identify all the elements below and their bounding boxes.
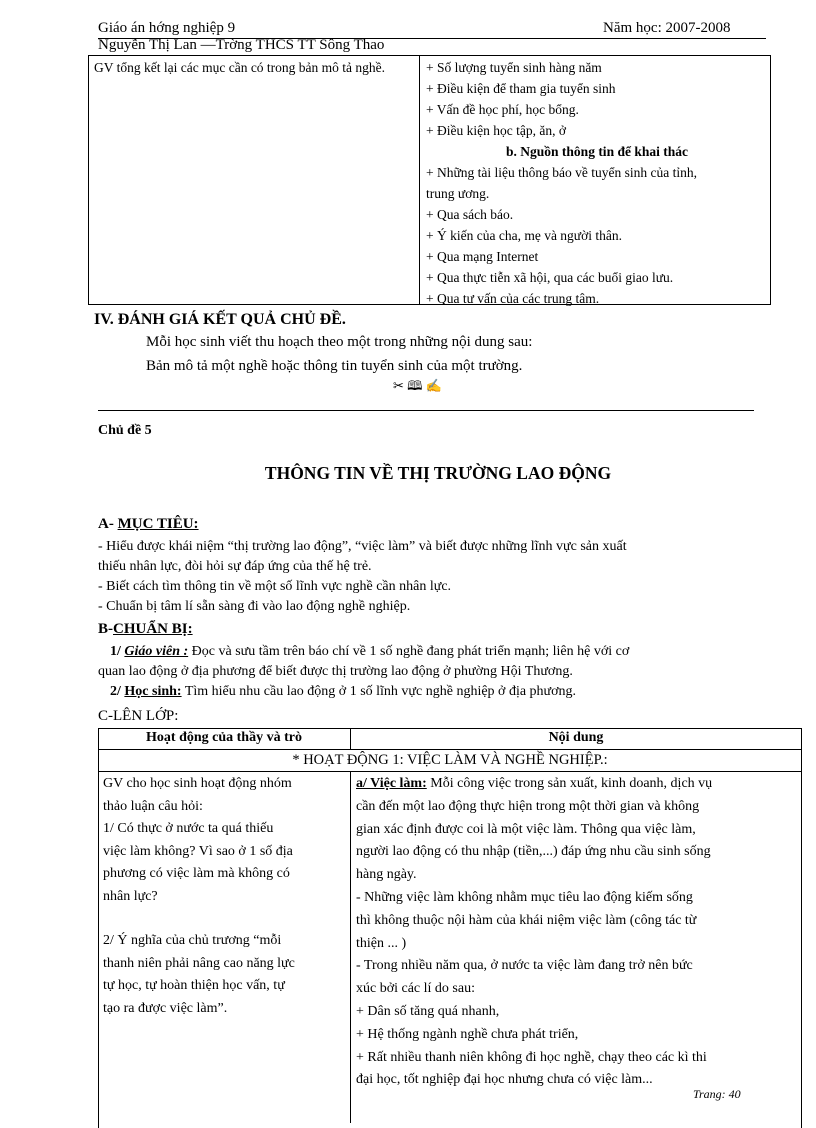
list-item: + Qua mạng Internet: [426, 249, 539, 264]
section-b-prefix: B-: [98, 621, 113, 637]
table2-header-rule: [98, 749, 802, 750]
left-line: thanh niên phải nâng cao năng lực: [103, 955, 295, 971]
objective-line: thiếu nhân lực, đòi hỏi sự đáp ứng của thế hệ trẻ.: [98, 559, 372, 574]
list-item: + Điều kiện để tham gia tuyển sinh: [426, 81, 616, 96]
table2-divider: [350, 771, 351, 1123]
student-label: Học sinh:: [124, 684, 182, 699]
list-item: + Ý kiến của cha, mẹ và người thân.: [426, 228, 623, 243]
student-num: 2/: [110, 684, 125, 699]
right-line: + Rất nhiều thanh niên không đi học nghề, chạy theo các kì thi: [356, 1049, 707, 1065]
right-first-line: [356, 773, 800, 796]
objective-line: - Hiểu được khái niệm “thị trường lao động”, “việc làm” và biết được những lĩnh vực sản xuất: [98, 539, 627, 554]
left-line: [103, 908, 347, 930]
student-prep: [98, 682, 788, 702]
table1-subheading: b. Nguồn thông tin để khai thác: [506, 144, 688, 159]
section-iv-line1: Mỗi học sinh viết thu hoạch theo một trong những nội dung sau:: [146, 334, 533, 350]
left-line: phương có việc làm mà không có: [103, 866, 290, 881]
right-line: đại học, tốt nghiệp đại học nhưng chưa có việc làm...: [356, 1072, 653, 1088]
list-item: + Những tài liệu thông báo về tuyển sinh của tỉnh,: [426, 165, 698, 180]
section-b-body: [98, 642, 788, 702]
list-item: + Vấn đề học phí, học bổng.: [426, 102, 579, 117]
ornament-icon: ✂ 🕮 ✍: [393, 378, 442, 393]
list-item: + Qua tư vấn của các trung tâm.: [426, 291, 600, 306]
table1-right-list: [426, 57, 768, 309]
activity-heading: * HOẠT ĐỘNG 1: VIỆC LÀM VÀ NGHỀ NGHIỆP.:: [292, 752, 608, 768]
table1-divider: [419, 55, 420, 305]
right-line: - Trong nhiều năm qua, ở nước ta việc làm đang trở nên bức: [356, 958, 693, 974]
left-line: GV cho học sinh hoạt động nhóm: [103, 776, 292, 791]
topic-label: Chủ đề 5: [98, 423, 152, 438]
table2-left-col: [103, 773, 347, 1020]
table2-col2-header: Nội dung: [548, 730, 604, 745]
table1-left-text: GV tổng kết lại các mục cần có trong bản mô tả nghề.: [94, 60, 386, 75]
right-line: người lao động có thu nhập (tiền,...) đáp ứng nhu cầu sinh sống: [356, 844, 711, 860]
teacher-text: Đọc và sưu tầm trên báo chí về 1 số nghề đang phát triển mạnh; liên hệ với cơ: [188, 644, 630, 659]
header-right-top: Năm học: 2007-2008: [603, 20, 731, 36]
section-a-prefix: A-: [98, 516, 118, 532]
right-line: xúc bởi các lí do sau:: [356, 981, 475, 997]
section-b-title: CHUẨN BỊ:: [113, 621, 193, 637]
section-a-title: MỤC TIÊU:: [117, 516, 199, 532]
table2-activity-rule: [98, 771, 802, 772]
job-def: Mỗi công việc trong sản xuất, kinh doanh, dịch vụ: [426, 776, 713, 791]
list-item: + Qua sách báo.: [426, 207, 514, 222]
left-line: 2/ Ý nghĩa của chủ trương “mỗi: [103, 933, 282, 948]
left-line: nhân lực?: [103, 888, 158, 904]
left-line: tự học, tự hoàn thiện học vấn, tự: [103, 978, 285, 993]
table2-col1-header: Hoạt động của thầy và trò: [146, 730, 302, 745]
section-iv-title: IV. ĐÁNH GIÁ KẾT QUẢ CHỦ ĐỀ.: [94, 311, 346, 328]
list-item: + Qua thực tiễn xã hội, qua các buổi giao lưu.: [426, 270, 674, 285]
section-iv-line2: Bản mô tả một nghề hoặc thông tin tuyển sinh của một trường.: [146, 358, 523, 374]
job-label: a/ Việc làm:: [356, 776, 427, 791]
teacher-num: 1/: [110, 644, 125, 659]
student-text: Tìm hiểu nhu cầu lao động ở 1 số lĩnh vực nghề nghiệp ở địa phương.: [181, 684, 577, 699]
header-left-top: Giáo án hớng nghiệp 9: [98, 20, 236, 36]
list-item: trung ương.: [426, 186, 490, 201]
objective-line: - Biết cách tìm thông tin về một số lĩnh vực nghề cần nhân lực.: [98, 579, 452, 594]
right-line: thì không thuộc nội hàm của khái niệm việc làm (công tác từ: [356, 912, 697, 928]
header-left-bottom: Nguyễn Thị Lan —Trờng THCS TT Sông Thao: [98, 37, 385, 53]
teacher-prep: [98, 642, 788, 662]
teacher-label: Giáo viên :: [124, 644, 189, 659]
section-a-body: [98, 537, 788, 617]
page-title: THÔNG TIN VỀ THỊ TRƯỜNG LAO ĐỘNG: [264, 463, 612, 483]
right-line: gian xác định được coi là một việc làm. Thông qua việc làm,: [356, 821, 696, 837]
right-line: cần đến một lao động thực hiện trong một thời gian và không: [356, 798, 700, 814]
teacher-prep-cont: quan lao động ở địa phương để biết được thị trường lao động ở phường Hội Thương.: [98, 664, 573, 679]
page-number: Trang: 40: [693, 1087, 741, 1101]
table2-right-col: [356, 773, 800, 1092]
right-line: - Những việc làm không nhằm mục tiêu lao động kiếm sống: [356, 889, 693, 905]
right-line: + Hệ thống ngành nghề chưa phát triển,: [356, 1026, 579, 1042]
left-line: tạo ra được việc làm”.: [103, 1000, 228, 1016]
left-line: 1/ Có thực ở nước ta quá thiếu: [103, 821, 274, 836]
section-a-heading: [98, 516, 199, 533]
left-line: việc làm không? Vì sao ở 1 số địa: [103, 843, 293, 859]
list-item: + Số lượng tuyển sinh hàng năm: [426, 60, 602, 75]
section-b-heading: [98, 621, 193, 638]
right-line: hàng ngày.: [356, 867, 417, 883]
left-line: thảo luận câu hỏi:: [103, 798, 203, 814]
objective-line: - Chuẩn bị tâm lí sẵn sàng đi vào lao động nghề nghiệp.: [98, 599, 411, 614]
section-divider: [98, 410, 754, 411]
list-item: + Điều kiện học tập, ăn, ở: [426, 123, 566, 138]
right-line: + Dân số tăng quá nhanh,: [356, 1003, 500, 1019]
right-line: thiện ... ): [356, 935, 407, 951]
section-c-heading: C-LÊN LỚP:: [98, 708, 179, 724]
